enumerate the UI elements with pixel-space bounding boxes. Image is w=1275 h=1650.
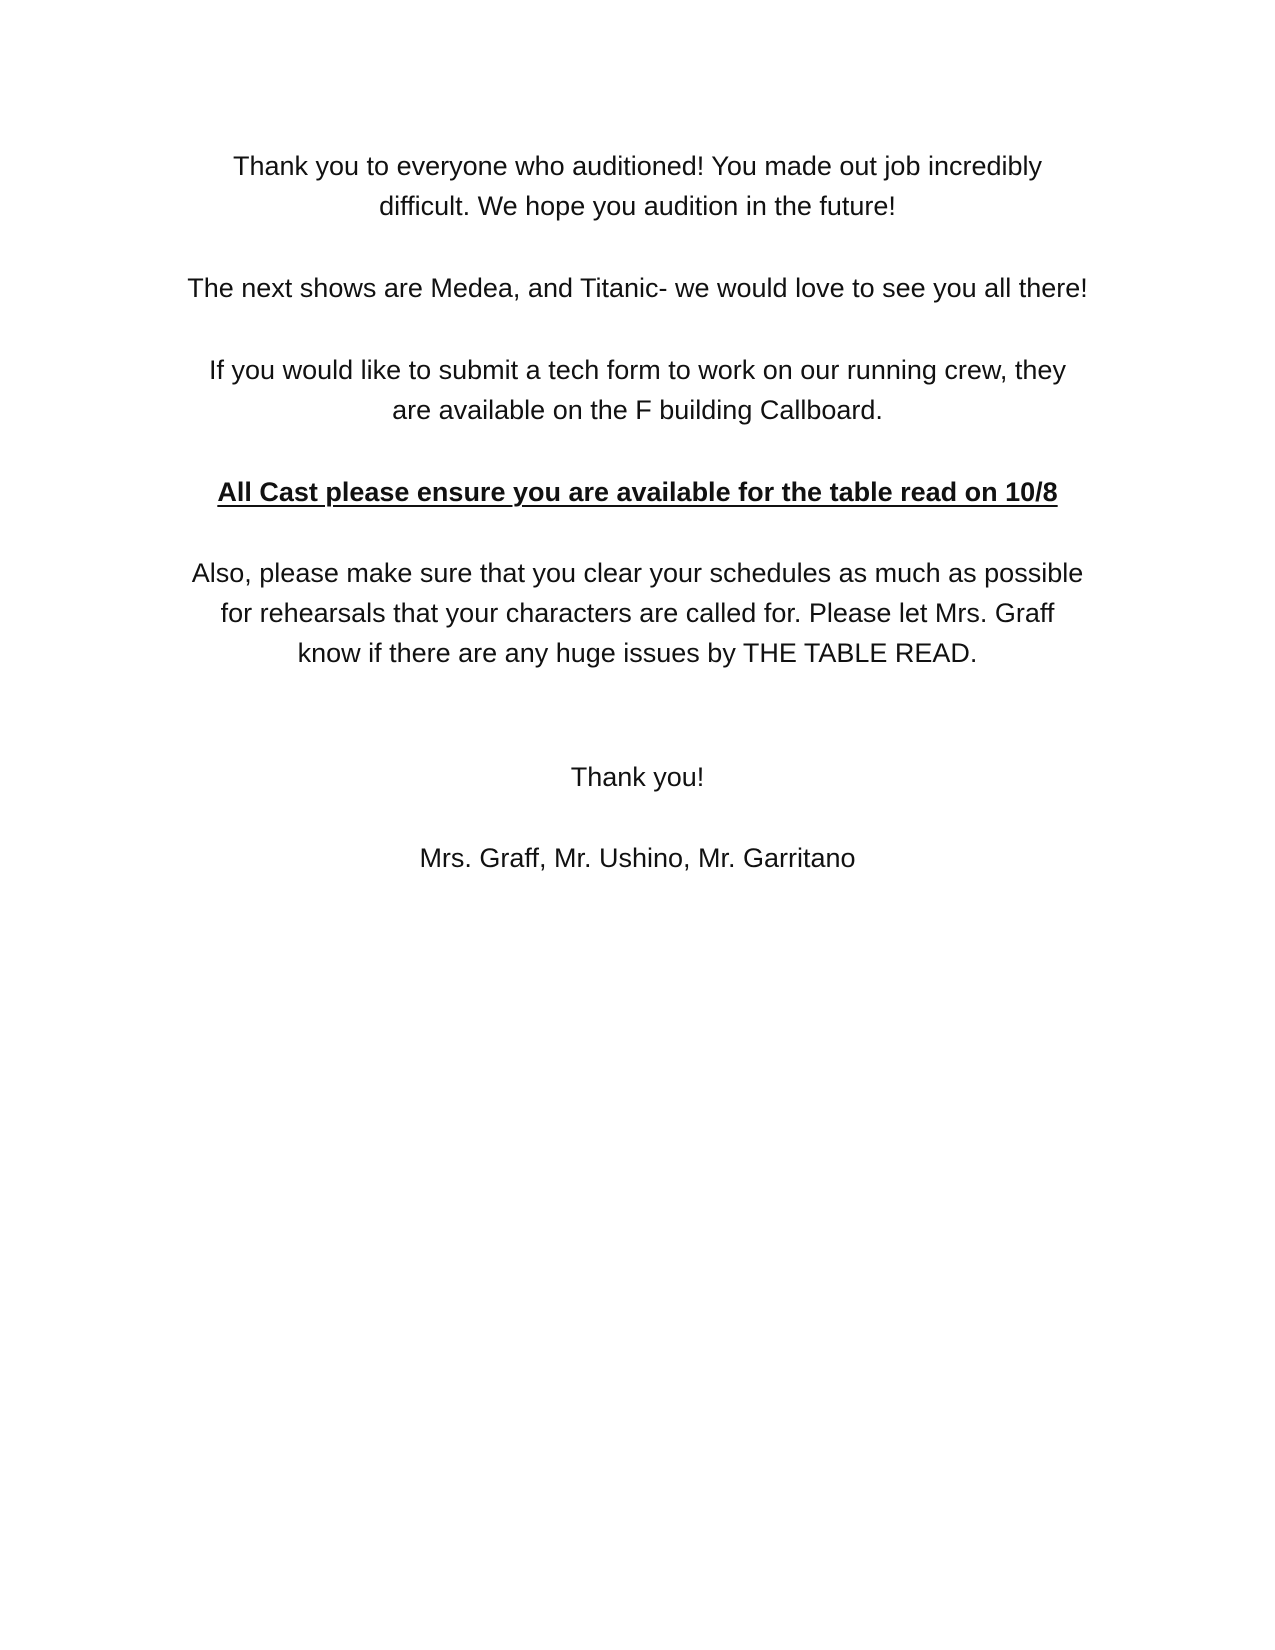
closing-text: Thank you! [570,762,705,792]
thanks-auditioned-paragraph [0,146,1275,226]
closing-line [0,757,1275,797]
paragraph-line: know if there are any huge issues by THE TABLE READ. [297,638,978,668]
signature-line [0,838,1275,878]
table-read-notice [0,472,1275,512]
paragraph-line: If you would like to submit a tech form to work on our running crew, they [209,355,1066,385]
signature-text: Mrs. Graff, Mr. Ushino, Mr. Garritano [419,843,856,873]
next-shows-paragraph [0,268,1275,308]
paragraph-line: are available on the F building Callboard. [392,395,883,425]
paragraph-line: Also, please make sure that you clear your schedules as much as possible [191,558,1084,588]
schedules-paragraph [0,553,1275,673]
paragraph-line: The next shows are Medea, and Titanic- we would love to see you all there! [187,273,1088,303]
paragraph-line: for rehearsals that your characters are called for. Please let Mrs. Graff [220,598,1055,628]
notice-line: All Cast please ensure you are available for the table read on 10/8 [217,477,1058,507]
tech-form-paragraph [0,350,1275,430]
paragraph-line: Thank you to everyone who auditioned! You made out job incredibly [232,151,1043,181]
paragraph-line: difficult. We hope you audition in the future! [379,191,896,221]
